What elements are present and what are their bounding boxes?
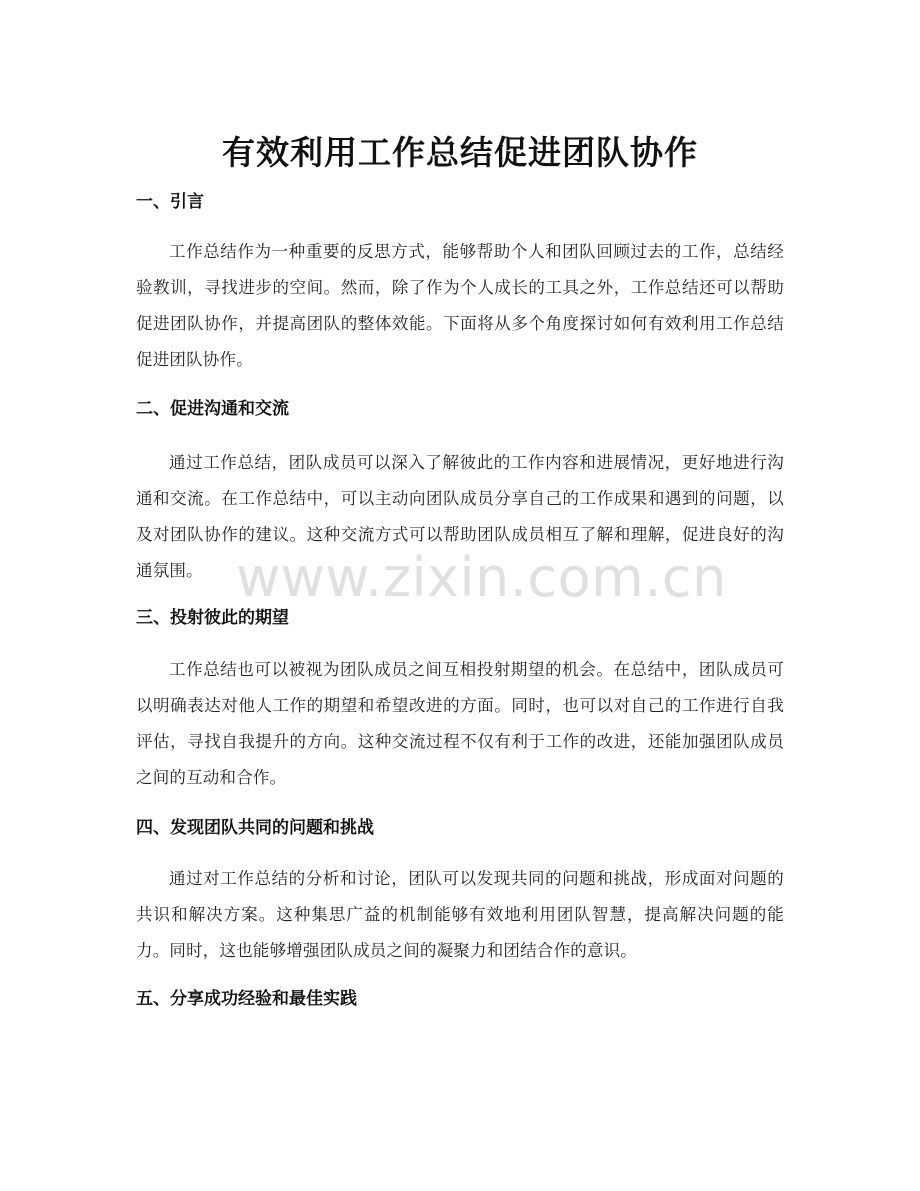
- section-body-introduction: 工作总结作为一种重要的反思方式，能够帮助个人和团队回顾过去的工作，总结经验教训，寻找进步的空间。然而，除了作为个人成长的工具之外，工作总结还可以帮助促进团队协作，并提高团队的整体效能。下面将从多个角度探讨如何有效利用工作总结促进团队协作。: [136, 242, 784, 369]
- section-heading-introduction: 一、引言: [136, 192, 204, 212]
- document-title: 有效利用工作总结促进团队协作: [222, 133, 698, 173]
- section-body-expectations: 工作总结也可以被视为团队成员之间互相投射期望的机会。在总结中，团队成员可以明确表达对他人工作的期望和希望改进的方面。同时，也可以对自己的工作进行自我评估，寻找自我提升的方向。这种交流过程不仅有利于工作的改进，还能加强团队成员之间的互动和合作。: [136, 660, 784, 787]
- section-heading-best-practices: 五、分享成功经验和最佳实践: [136, 989, 357, 1009]
- section-heading-expectations: 三、投射彼此的期望: [136, 608, 289, 628]
- section-heading-common-problems: 四、发现团队共同的问题和挑战: [136, 818, 374, 838]
- section-body-common-problems: 通过对工作总结的分析和讨论，团队可以发现共同的问题和挑战，形成面对问题的共识和解决方案。这种集思广益的机制能够有效地利用团队智慧，提高解决问题的能力。同时，这也能够增强团队成员之间的凝聚力和团结合作的意识。: [136, 869, 784, 960]
- section-body-communication: 通过工作总结，团队成员可以深入了解彼此的工作内容和进展情况，更好地进行沟通和交流。在工作总结中，可以主动向团队成员分享自己的工作成果和遇到的问题，以及对团队协作的建议。这种交流方式可以帮助团队成员相互了解和理解，促进良好的沟通氛围。: [136, 453, 784, 580]
- section-heading-communication: 二、促进沟通和交流: [136, 399, 289, 419]
- watermark: www.zixin.com.cn: [236, 546, 727, 609]
